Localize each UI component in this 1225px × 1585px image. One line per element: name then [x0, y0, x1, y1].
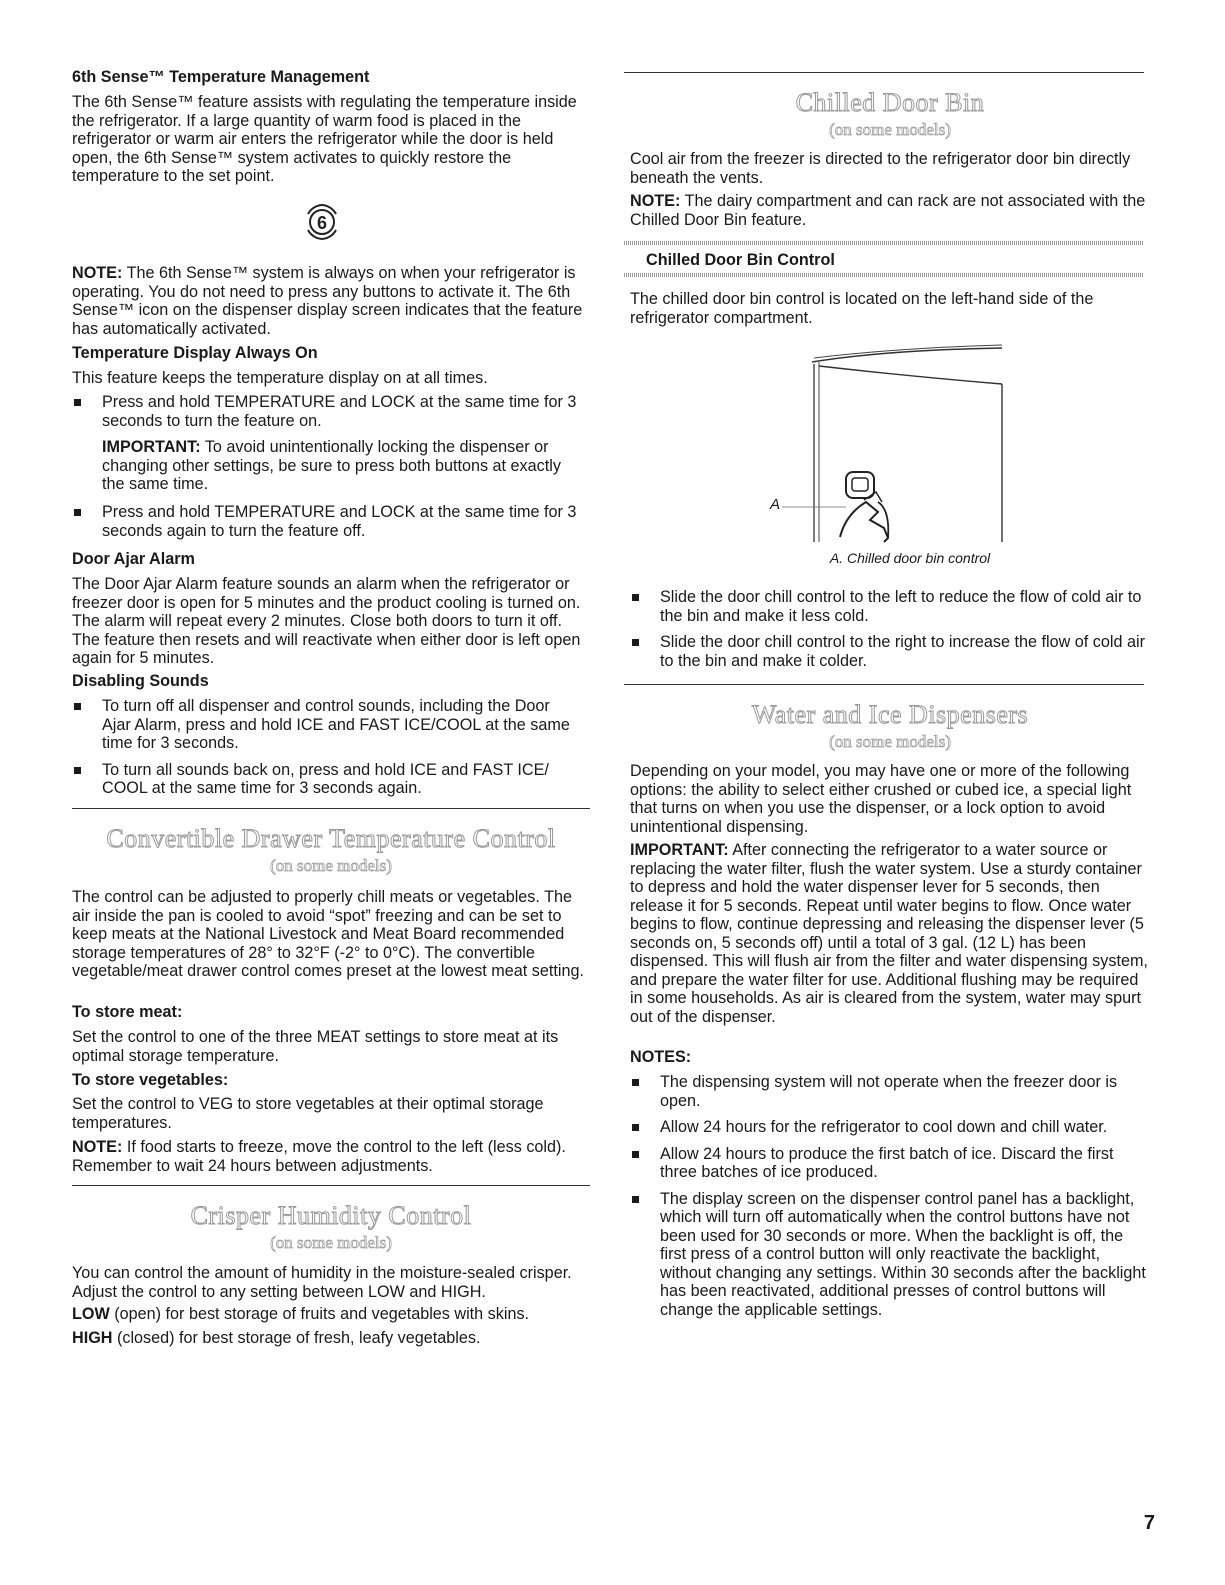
- heading-band-bottom: [624, 273, 1144, 277]
- section-subtitle: (on some models): [270, 1233, 392, 1252]
- notes-heading: NOTES:: [630, 1048, 692, 1066]
- convertible-body: The control can be adjusted to properly chill meats or vegetables. The air inside the pan is cooled to avoid “spot” freezing and can be set to keep meats at the National Livestock and Meat Board recommended storage temperatures of 28° to 32°F (-2° to 0°C). The convertible vegetable/meat drawer control comes preset at the lowest meat setting.: [72, 888, 584, 980]
- list-item: Press and hold TEMPERATURE and LOCK at the same time for 3 seconds again to turn the feature off.: [72, 503, 582, 540]
- note-label: NOTE:: [630, 192, 681, 210]
- door-ajar-body: The Door Ajar Alarm feature sounds an alarm when the refrigerator or freezer door is open for 5 minutes and the product cooling is turned on. The alarm will repeat every 2 minutes. Close both doors to turn it off. The feature then resets and will reactivate when either door is left open again for 5 minutes.: [72, 575, 581, 667]
- figure-caption: A. Chilled door bin control: [829, 550, 991, 566]
- figure-label: A: [770, 496, 781, 513]
- important-label: IMPORTANT:: [630, 841, 729, 859]
- list-item: The dispensing system will not operate when the freezer door is open.: [630, 1073, 1150, 1110]
- sixth-sense-body: The 6th Sense™ feature assists with regulating the temperature inside the refrigerator. If a large quantity of warm food is placed in the refrigerator or warm air enters the refrigerator while the door is held open, the 6th Sense™ system activates to quickly restore the temperature to the set point.: [72, 93, 577, 185]
- temp-display-list-1: [72, 393, 582, 430]
- section-subtitle: (on some models): [270, 856, 392, 875]
- store-veg-heading: To store vegetables:: [72, 1071, 229, 1089]
- crisper-body: You can control the amount of humidity in the moisture-sealed crisper. Adjust the control to any setting between LOW and HIGH.: [72, 1264, 572, 1301]
- divider: [72, 808, 590, 809]
- chilled-bin-figure: [766, 342, 1016, 548]
- high-label: HIGH: [72, 1329, 113, 1347]
- divider: [624, 684, 1144, 685]
- chilled-control-body: The chilled door bin control is located on the left-hand side of the refrigerator compartment.: [630, 290, 1094, 327]
- 6th-sense-glyph: 6: [316, 213, 328, 233]
- chilled-control-heading: Chilled Door Bin Control: [646, 251, 835, 269]
- note-text: The dairy compartment and can rack are not associated with the Chilled Door Bin feature.: [630, 192, 1146, 229]
- list-item: Allow 24 hours to produce the first batch of ice. Discard the first three batches of ice produced.: [630, 1145, 1150, 1182]
- temp-display-list-2: [72, 503, 582, 540]
- section-title: Water and Ice Dispensers: [751, 700, 1029, 729]
- important-text: After connecting the refrigerator to a water source or replacing the water filter, flush the water system. Use a sturdy container to depress and hold the water dispenser lever for 5 seconds, then release it for 5 seconds. Repeat until water begins to flow. Once water begins to flow, continue depressing and releasing the dispenser lever (5 seconds on, 5 seconds off) until a total of 3 gal. (12 L) has been dispensed. This will flush air from the filter and water dispensing system, and prepare the water filter for use. Additional flushing may be required in some households. As air is cleared from the system, water may spurt out of the dispenser.: [630, 841, 1148, 1026]
- list-item: Allow 24 hours for the refrigerator to cool down and chill water.: [630, 1118, 1150, 1137]
- disabling-list: [72, 697, 582, 798]
- high-text: (closed) for best storage of fresh, leafy vegetables.: [112, 1329, 481, 1347]
- low-text: (open) for best storage of fruits and vegetables with skins.: [109, 1305, 530, 1323]
- temp-display-important: [102, 438, 582, 494]
- disabling-heading: Disabling Sounds: [72, 672, 209, 690]
- section-title: Convertible Drawer Temperature Control: [106, 824, 556, 853]
- temp-display-heading: Temperature Display Always On: [72, 344, 318, 362]
- temp-display-body: This feature keeps the temperature display on at all times.: [72, 369, 488, 387]
- note-label: NOTE:: [72, 1138, 123, 1156]
- sixth-sense-heading: 6th Sense™ Temperature Management: [72, 68, 370, 86]
- list-item: The display screen on the dispenser control panel has a backlight, which will turn off automatically when the control buttons have not been used for 30 seconds or more. When the backlight is off, the first press of a control button will only reactivate the backlight, without changing any settings. Within 30 seconds after the backlight has been reactivated, additional presses of control buttons will change the applicable settings.: [630, 1190, 1150, 1320]
- water-ice-important: [630, 841, 1152, 1026]
- important-label: IMPORTANT:: [102, 438, 201, 456]
- list-item: Press and hold TEMPERATURE and LOCK at the same time for 3 seconds to turn the feature on.: [72, 393, 582, 430]
- note-label: NOTE:: [72, 264, 123, 282]
- heading-band-top: [624, 241, 1144, 245]
- chilled-control-list: [630, 588, 1150, 670]
- list-item: Slide the door chill control to the right to increase the flow of cold air to the bin and make it colder.: [630, 633, 1150, 670]
- list-item: To turn off all dispenser and control sounds, including the Door Ajar Alarm, press and hold ICE and FAST ICE/COOL at the same time for 3 seconds.: [72, 697, 582, 753]
- chilled-note: [630, 192, 1150, 229]
- water-ice-body: Depending on your model, you may have one or more of the following options: the ability to select either crushed or cubed ice, a special light that turns on when you use the dispenser, or a lock option to avoid unintentional dispensing.: [630, 762, 1132, 836]
- divider: [624, 72, 1144, 73]
- crisper-high: [72, 1329, 590, 1348]
- section-subtitle: (on some models): [829, 732, 951, 751]
- note-text: The 6th Sense™ system is always on when your refrigerator is operating. You do not need to press any buttons to activate it. The 6th Sense™ icon on the dispenser display screen indicates that the feature has automatically activated.: [72, 264, 583, 338]
- store-meat-body: Set the control to one of the three MEAT settings to store meat at its optimal storage temperature.: [72, 1028, 559, 1065]
- divider: [72, 1185, 590, 1186]
- water-ice-notes: [630, 1073, 1150, 1319]
- convertible-note: [72, 1138, 590, 1175]
- important-text: To avoid unintentionally locking the dispenser or changing other settings, be sure to press both buttons at exactly the same time.: [102, 438, 561, 493]
- low-label: LOW: [72, 1305, 110, 1323]
- section-subtitle: (on some models): [829, 120, 951, 139]
- note-text: If food starts to freeze, move the control to the left (less cold). Remember to wait 24 hours between adjustments.: [72, 1138, 566, 1175]
- page-number: 7: [1143, 1512, 1155, 1534]
- store-meat-heading: To store meat:: [72, 1003, 183, 1021]
- 6th-sense-icon: [300, 200, 344, 244]
- door-ajar-heading: Door Ajar Alarm: [72, 550, 195, 568]
- sixth-sense-note: [72, 264, 590, 338]
- list-item: To turn all sounds back on, press and hold ICE and FAST ICE/ COOL at the same time for 3 seconds again.: [72, 761, 582, 798]
- store-veg-body: Set the control to VEG to store vegetables at their optimal storage temperatures.: [72, 1095, 544, 1132]
- list-item: Slide the door chill control to the left to reduce the flow of cold air to the bin and make it less cold.: [630, 588, 1150, 625]
- section-title: Crisper Humidity Control: [190, 1201, 472, 1230]
- chilled-body: Cool air from the freezer is directed to the refrigerator door bin directly beneath the vents.: [630, 150, 1131, 187]
- section-title: Chilled Door Bin: [795, 88, 985, 117]
- crisper-low: [72, 1305, 590, 1324]
